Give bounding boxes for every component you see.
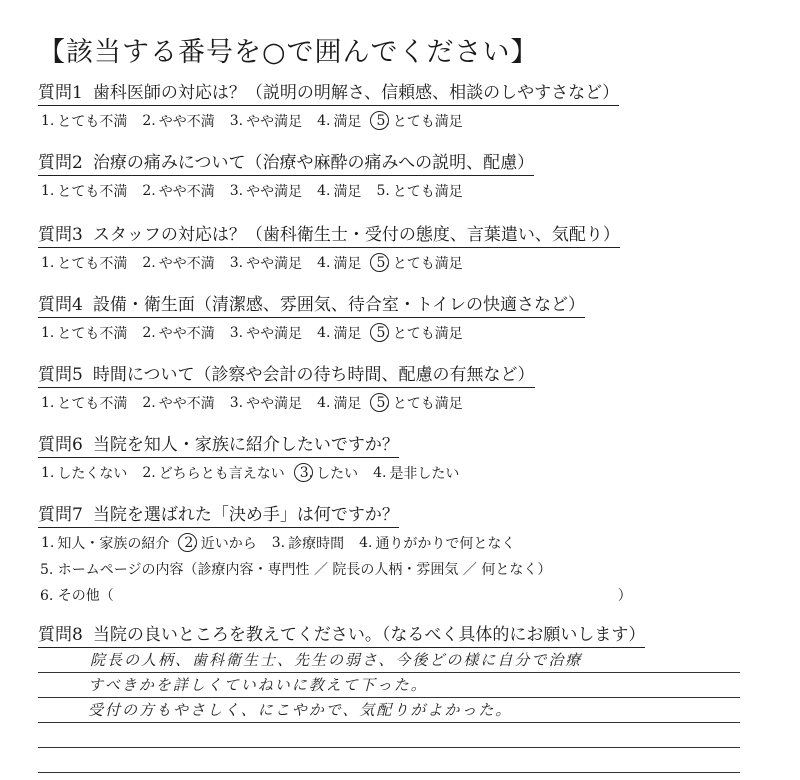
answer-option-selected[interactable]: 5. とても満足	[376, 395, 463, 412]
answer-option[interactable]: 2. やや不満	[142, 395, 215, 412]
question-7	[38, 500, 678, 605]
answer-options	[40, 533, 678, 553]
answer-options	[40, 463, 678, 483]
answer-line	[38, 723, 740, 748]
question-text: 当院を選ばれた「決め手」は何ですか？	[92, 505, 399, 525]
answer-option[interactable]: 5. とても満足	[376, 183, 463, 200]
answer-options	[40, 393, 678, 413]
question-heading	[38, 148, 534, 176]
handwritten-answer: すべきかを詳しくていねいに教えて下った。	[88, 676, 428, 694]
answer-option[interactable]: 2. やや不満	[142, 183, 215, 200]
answer-area[interactable]	[38, 648, 740, 773]
answer-option[interactable]: 1. したくない	[41, 465, 128, 482]
answer-option[interactable]: 4. 通りがかりで何となく	[359, 535, 516, 552]
answer-option[interactable]: 1. とても不満	[41, 395, 128, 412]
question-text: 時間について（診察や会計の待ち時間、配慮の有無など）	[92, 365, 535, 385]
answer-option[interactable]: 4. 満足	[317, 395, 362, 412]
answer-option[interactable]: 4. 満足	[317, 183, 362, 200]
question-heading	[38, 78, 619, 106]
question-2	[38, 148, 678, 201]
question-8	[38, 620, 678, 648]
answer-option[interactable]: 4. 満足	[317, 255, 362, 272]
question-heading	[38, 290, 585, 318]
answer-options	[40, 323, 678, 343]
answer-option[interactable]: 4. 是非したい	[373, 465, 460, 482]
answer-option[interactable]: 2. やや不満	[142, 325, 215, 342]
question-4	[38, 290, 678, 343]
question-number: 質問7	[38, 505, 83, 525]
answer-options	[40, 253, 678, 273]
answer-option[interactable]: 3. やや満足	[229, 113, 303, 130]
question-heading	[38, 620, 645, 648]
handwritten-answer: 受付の方もやさしく、にこやかで、気配りがよかった。	[88, 701, 513, 719]
answer-option[interactable]: 3. やや満足	[229, 325, 303, 342]
question-1	[38, 78, 678, 131]
question-number: 質問1	[38, 83, 83, 103]
answer-options	[40, 181, 678, 201]
question-heading	[38, 430, 399, 458]
answer-option-selected[interactable]: 5. とても満足	[376, 255, 463, 272]
question-text: 歯科医師の対応は？（説明の明解さ、信頼感、相談のしやすさなど）	[92, 83, 620, 103]
answer-option[interactable]: 2. やや不満	[142, 113, 215, 130]
answer-option[interactable]: 2. どちらとも言えない	[142, 465, 285, 482]
answer-option[interactable]: 1. とても不満	[41, 255, 128, 272]
question-heading	[38, 220, 620, 248]
question-number: 質問4	[38, 295, 83, 315]
answer-line	[38, 673, 740, 698]
answer-option[interactable]: 1. 知人・家族の紹介	[41, 535, 170, 552]
answer-line	[38, 648, 740, 673]
handwritten-answer: 院長の人柄、歯科衛生士、先生の弱さ、今後どの様に自分で治療	[90, 651, 583, 669]
question-number: 質問5	[38, 365, 83, 385]
question-number: 質問6	[38, 435, 83, 455]
question-text: 治療の痛みについて（治療や麻酔の痛みへの説明、配慮）	[92, 153, 535, 173]
answer-options	[40, 111, 678, 131]
answer-option[interactable]: 3. やや満足	[229, 395, 303, 412]
question-heading	[38, 360, 535, 388]
answer-option-selected[interactable]: 5. とても満足	[376, 113, 463, 130]
answer-option[interactable]: 1. とても不満	[41, 113, 128, 130]
question-heading	[38, 500, 399, 528]
answer-line	[38, 698, 740, 723]
answer-option[interactable]: 1. とても不満	[41, 183, 128, 200]
form-title: 【該当する番号を○で囲んでください】	[38, 37, 539, 68]
answer-option[interactable]: 1. とても不満	[41, 325, 128, 342]
answer-option-selected[interactable]: 2. 近いから	[184, 535, 257, 552]
answer-option[interactable]: 3. 診療時間	[271, 535, 345, 552]
answer-option[interactable]: 4. 満足	[317, 113, 362, 130]
question-number: 質問3	[38, 225, 83, 245]
answer-option-extra[interactable]: 5. ホームページの内容（診療内容・専門性 ／ 院長の人柄・雰囲気 ／ 何となく）	[40, 562, 552, 578]
answer-option-selected[interactable]: 3. したい	[299, 465, 359, 482]
question-number: 質問2	[38, 153, 83, 173]
answer-line	[38, 748, 740, 773]
question-6	[38, 430, 678, 483]
answer-option[interactable]: 4. 満足	[317, 325, 362, 342]
answer-option[interactable]: 2. やや不満	[142, 255, 215, 272]
question-5	[38, 360, 678, 413]
question-text: 設備・衛生面（清潔感、雰囲気、待合室・トイレの快適さなど）	[92, 295, 585, 315]
answer-option[interactable]: 3. やや満足	[229, 255, 303, 272]
question-text: スタッフの対応は？（歯科衛生士・受付の態度、言葉遣い、気配り）	[92, 225, 620, 245]
question-number: 質問8	[38, 625, 83, 645]
question-text: 当院を知人・家族に紹介したいですか？	[92, 435, 399, 455]
question-text: 当院の良いところを教えてください。（なるべく具体的にお願いします）	[92, 625, 646, 645]
question-3	[38, 220, 678, 273]
answer-option-selected[interactable]: 5. とても満足	[376, 325, 463, 342]
answer-option[interactable]: 3. やや満足	[229, 183, 303, 200]
answer-option-extra[interactable]: 6. その他（ ）	[40, 588, 632, 604]
